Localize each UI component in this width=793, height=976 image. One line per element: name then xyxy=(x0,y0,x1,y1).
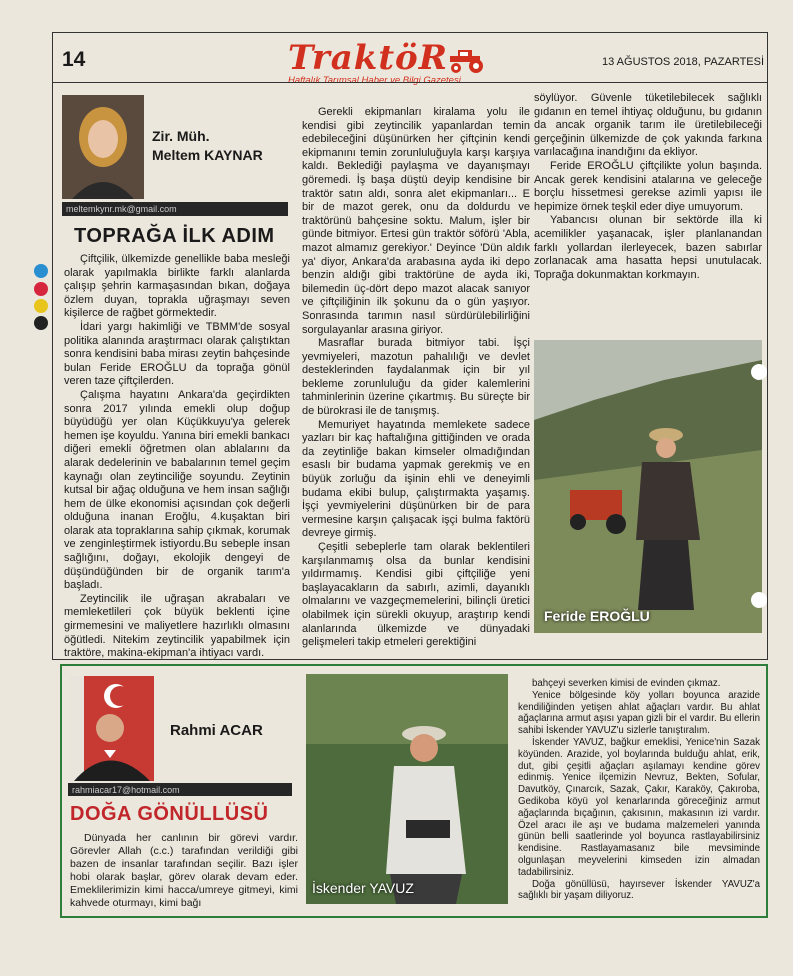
cmyk-dot-magenta xyxy=(34,282,48,296)
paragraph: Dünyada her canlının bir görevi vardır. Görevler Allah (c.c.) tarafından verildiği gibi bazen de insanlar tarafından seçilir. Bazı işler hobi olarak başlar, görev olarak devam eder. Emeklilerimizin kimi hacca/umreye gitmeyi, kimi kahvede oturmayı, kimi bağı xyxy=(70,832,298,909)
article-column-3 xyxy=(534,92,762,336)
paragraph: Yenice bölgesinde köy yolları boyunca arazide kendiliğinden yetişen ahlat ağaçları vardır. Bu ahlat ağaçlarına armut aşısı yapan gizli bir el vardır. Bu ellerin sahibi İskender YAVUZ'u sizlerle tanıştıralım. xyxy=(518,689,760,737)
page-number: 14 xyxy=(62,48,86,71)
article-column-2 xyxy=(302,106,530,658)
paragraph: Çiftçilik, ülkemizde genellikle baba mesleği olarak yapılmakla birlikte farklı alanlarda çalışıp şehrin karmaşasından bıkan, doğaya özlem duyan, toprakla uğraşmayı seven kişilerce de rağbet görmektedir. xyxy=(64,253,290,320)
binder-hole xyxy=(751,364,767,380)
article-headline: TOPRAĞA İLK ADIM xyxy=(74,225,275,247)
author-name: Meltem KAYNAR xyxy=(152,147,263,163)
header-divider xyxy=(52,82,768,83)
photo-iskender-yavuz xyxy=(306,674,508,904)
photo-feride-eroglu xyxy=(534,340,762,633)
paragraph: söylüyor. Güvenle tüketilebilecek sağlıklı gıdanın en temel ihtiyaç olduğunu, bu gıdanın da ancak organik tarım ile üretilebileceği gerçeğinin ülkemizde de çok yakında farkına varılacağına inandığını da ekliyor. xyxy=(534,92,762,159)
logo-title: TraktöR xyxy=(288,38,448,78)
paragraph: Gerekli ekipmanları kiralama yolu ile kendisi gibi zeytincilik yapanlardan temin edebileceğini düşünürken her çiftçinin kendi ekipmanını temin zorunluluğuyla karşı karşıya kaldı. Beklediği paylaşma ve dayanışmayı göremedi. İş başa düştü deyip kendisine bir traktör satın aldı, sonra alet ekipmanları... E bir de mazot gerek, onu da doldurdu ve traktörünü bahçesine soktu. Malum, işler bir günde bitmiyor. Ertesi gün traktör söförü 'Abla, mazot almamız gerekiyor.' Deyince 'Dün aldık ya' diyor, Ankara'da arabasına ayda iki depo benzin aldığı gibi traktörüne de ayda iki, bilemedin üç-dört depo mazot alacak sanıyor ve çiftçiliğinin ilk şokunu da o gün yaşıyor. Sonrasında tarımın nasıl sürdürülebilirliğini sorgulayanlar arasına giriyor. xyxy=(302,106,530,336)
author-title: Zir. Müh. xyxy=(152,128,210,144)
paragraph: Doğa gönüllüsü, hayırsever İskender YAVUZ'a sağlıklı bir yaşam diliyoruz. xyxy=(518,878,760,902)
paragraph: Memuriyet hayatında memlekete sadece yazları bir kaç haftalığına gittiğinden ve orada da zeytinliğe bakan kimseler olmadığından esaslı bir budama yapmak gerekmiş ve en büyük zorluğu da işinin ehli ve deneyimli budama ekibi bulup, çalıştırmakta yaşamış. İşçi yevmiyelerini düşünürken bir de para vermesine karşın çalışacak işçi bulma faktörü devreye girmiş. xyxy=(302,418,530,540)
cmyk-dot-black xyxy=(34,316,48,330)
article-column-2 xyxy=(518,678,760,910)
paragraph: Zeytincilik ile uğraşan akrabaları ve memleketlileri çok büyük beklenti içine girmemesini ve maliyetlere hazırlıklı olmasını öğütledi. Nitekim zeytincilik yapabilmek için traktöre, makina-ekipman'a ihtiyacı vardı. xyxy=(64,592,290,660)
article-headline: DOĞA GÖNÜLLÜSÜ xyxy=(70,803,269,825)
author-photo-meltem xyxy=(62,95,144,199)
article-column-1 xyxy=(64,253,290,660)
paragraph: Masraflar burada bitmiyor tabi. İşçi yevmiyeleri, mazotun pahalılığı ve devlet desteklerinden faydalanmak için bir yıl bekleme zorunluluğu da gider kalemlerini tahminlerinin üzerine çıkartmış. Bu süreçte bir de bürokrasi ile de tanışmış. xyxy=(302,337,530,418)
author-email: rahmiacar17@hotmail.com xyxy=(68,783,292,796)
tractor-icon xyxy=(446,44,488,74)
paragraph: Feride EROĞLU çiftçilikte yolun başında. Ancak gerek kendisini atalarına ve geleceğe borçlu hissetmesi gerekse azimli yapısı ile hepimize örnek teşkil eder diye umuyorum. xyxy=(534,159,762,213)
article-column-1 xyxy=(70,832,298,918)
photo-caption: Feride EROĞLU xyxy=(544,608,650,624)
issue-date: 13 AĞUSTOS 2018, PAZARTESİ xyxy=(602,56,765,68)
paragraph: Çeşitli sebeplerle tam olarak beklentileri karşılanmamış olsa da bunlar kendisini yıldırmamış. Kendisi gibi çiftçiliğe yeni başlayacakların da sabırlı, azimli, dayanıklı olmalarını ve vazgeçmemelerini, bilinçli üretici olabilmek için sürekli okuyup, araştırıp kendi alanlarında ülkemizde ve dünyadaki gelişmeleri takip etmeleri gerektiğini xyxy=(302,541,530,649)
binder-hole xyxy=(751,592,767,608)
author-name: Rahmi ACAR xyxy=(170,722,263,739)
author-photo-rahmi xyxy=(70,676,154,781)
cmyk-dot-cyan xyxy=(34,264,48,278)
paragraph: Çalışma hayatını Ankara'da geçirdikten sonra 2017 yılında emekli olup doğup büyüdüğü yer olan Küçükkuyu'ya gelerek hemen işe koyuldu. Yanına biri emekli bankacı diğeri emekli öğretmen olan ablalarını da alarak dedelerinin ve babalarının temel geçim kaynağı olan zeytinciliğe soyundu. Zeytinin kutsal bir ağaç olduğuna ve hem insan sağlığı hem de ülke ekonomisi açısından çok değerli olduğuna inanan Eroğlu, 4.kuşaktan biri olarak ata topraklarına sahip çıkmak, korumak ve zenginleştirmek istiyordu.Bu sebeple insan sağlığını, doğayı, ekolojik dengeyi de düşündüğünden bir de organik tarım'a başladı. xyxy=(64,388,290,592)
photo-caption: İskender YAVUZ xyxy=(312,880,414,896)
logo-subtitle: Haftalık Tarımsal Haber ve Bilgi Gazetesi xyxy=(288,75,461,86)
cmyk-dot-yellow xyxy=(34,299,48,313)
paragraph: İskender YAVUZ, bağkur emeklisi, Yenice'nin Sazak köyünden. Arazide, yol boylarında bulduğu ahlat, erik, dut, gibi çeşitli ağaçları aşılamayı kendine görev edinmiş. Yenice ilçemizin Nevruz, Bekten, Sofular, Davutköy, Çınarcık, Sazak, Çakır, Karaköy, Çakıroba, Gedikoba köyü yol kenarlarında göreceğiniz armut ağaçlarında bıçağının, çakısının, makasının izi vardır. Özel aracı ile aşı ve budama malzemeleri yanında günün belli saatlerinde yol boyunca rastlayabilirsiniz kendisine. Rastlayamasanız bile mevsiminde olgunlaşan meyvelerini kimseden izin almadan tadabilirsiniz. xyxy=(518,736,760,878)
paragraph: bahçeyi severken kimisi de evinden çıkmaz. xyxy=(532,678,721,689)
author-email: meltemkynr.mk@gmail.com xyxy=(62,202,288,216)
paragraph: Yabancısı olunan bir sektörde illa ki acemilikler yaşanacak, işler planlanandan farklı yollardan ilerleyecek, bazen sabırlar zorlanacak ama hasatta hepsi unutulacak. Toprağa dokunmaktan korkmayın. xyxy=(534,214,762,281)
paragraph: İdari yargı hakimliği ve TBMM'de sosyal politika alanında araştırmacı olarak çalıştıktan sonra kendisini baba mirası zeytin bahçesinde bulan Feride EROĞLU da toprağa gönül veren taze çiftçilerden. xyxy=(64,320,290,388)
